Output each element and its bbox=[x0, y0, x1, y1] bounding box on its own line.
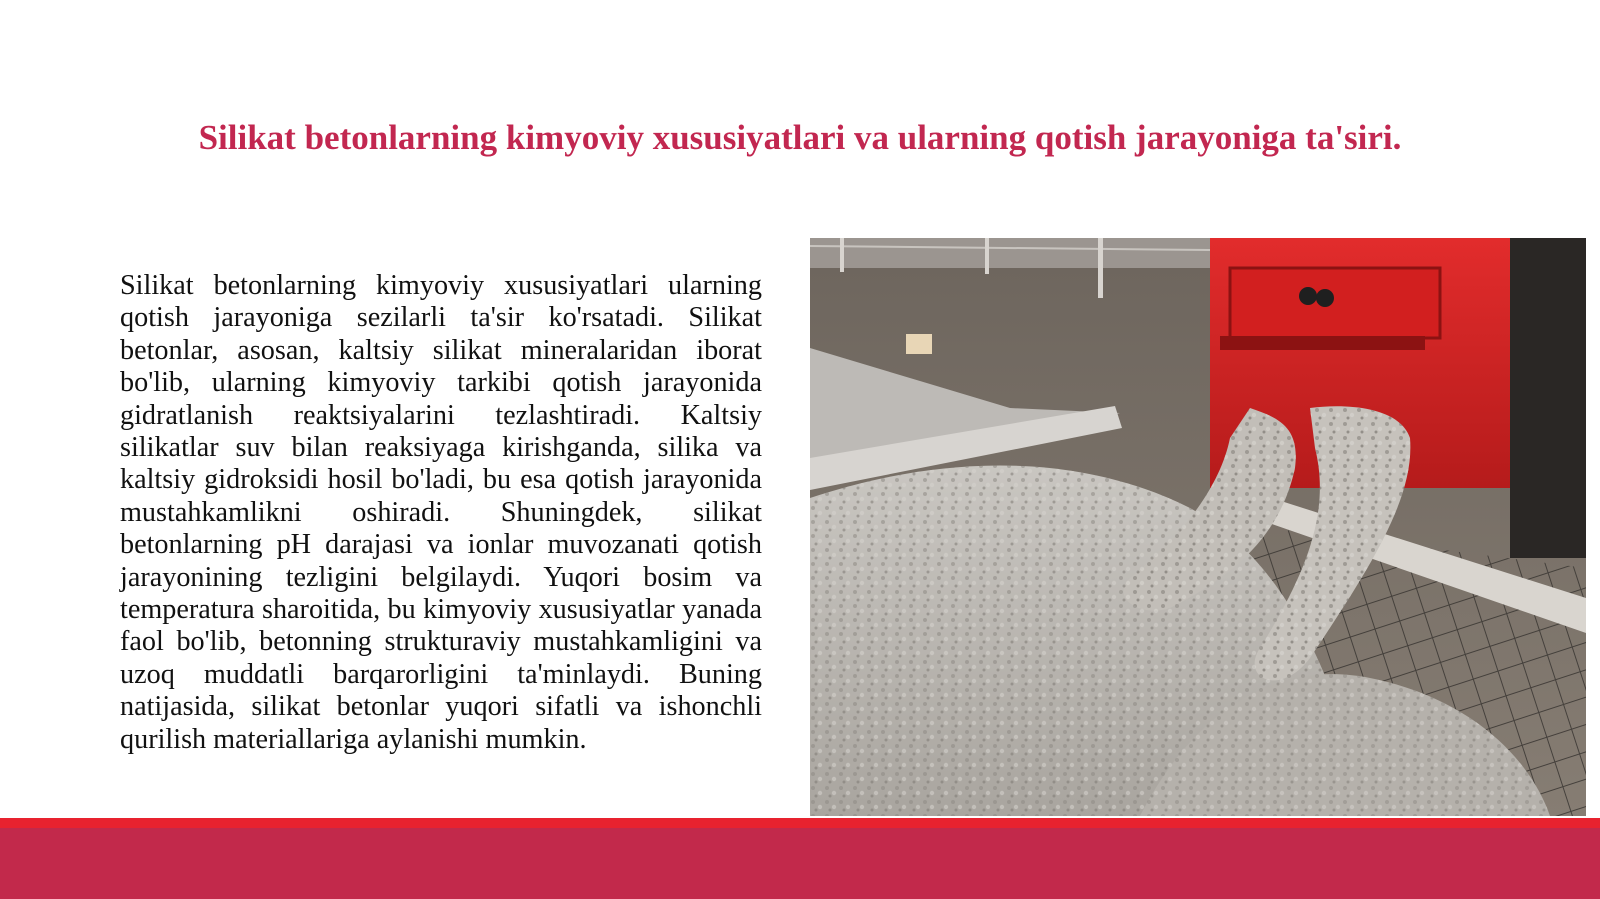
body-paragraph: Silikat betonlarning kimyoviy xususiyatlari ularning qotish jarayoniga sezilarli ta'sir ko'rsatadi. Silikat betonlar, asosan, kaltsiy silikat mineralaridan iborat bo'lib, ularning kimyoviy tarkibi qotish jarayonida gidratlanish reaktsiyalarini tezlashtiradi. Kaltsiy silikatlar suv bilan reaksiyaga kirishganda, silika va kaltsiy gidroksidi hosil bo'ladi, bu esa qotish jarayonida mustahkamlikni oshiradi. Shuningdek, silikat betonlarning pH darajasi va ionlar muvozanati qotish jarayonining tezligini belgilaydi. Yuqori bosim va temperatura sharoitida, bu kimyoviy xususiyatlar yanada faol bo'lib, betonning strukturaviy mustahkamligini va uzoq muddatli barqarorligini ta'minlaydi. Buning natijasida, silikat betonlar yuqori sifatli va ishonchli qurilish materiallariga aylanishi mumkin. bbox=[120, 270, 762, 755]
concrete-pour-illustration bbox=[810, 238, 1586, 816]
footer-accent-line bbox=[0, 818, 1600, 828]
slide-title: Silikat betonlarning kimyoviy xususiyatlari va ularning qotish jarayoniga ta'siri. bbox=[198, 118, 1402, 157]
concrete-pour-photo bbox=[810, 238, 1586, 816]
footer-band bbox=[0, 818, 1600, 899]
